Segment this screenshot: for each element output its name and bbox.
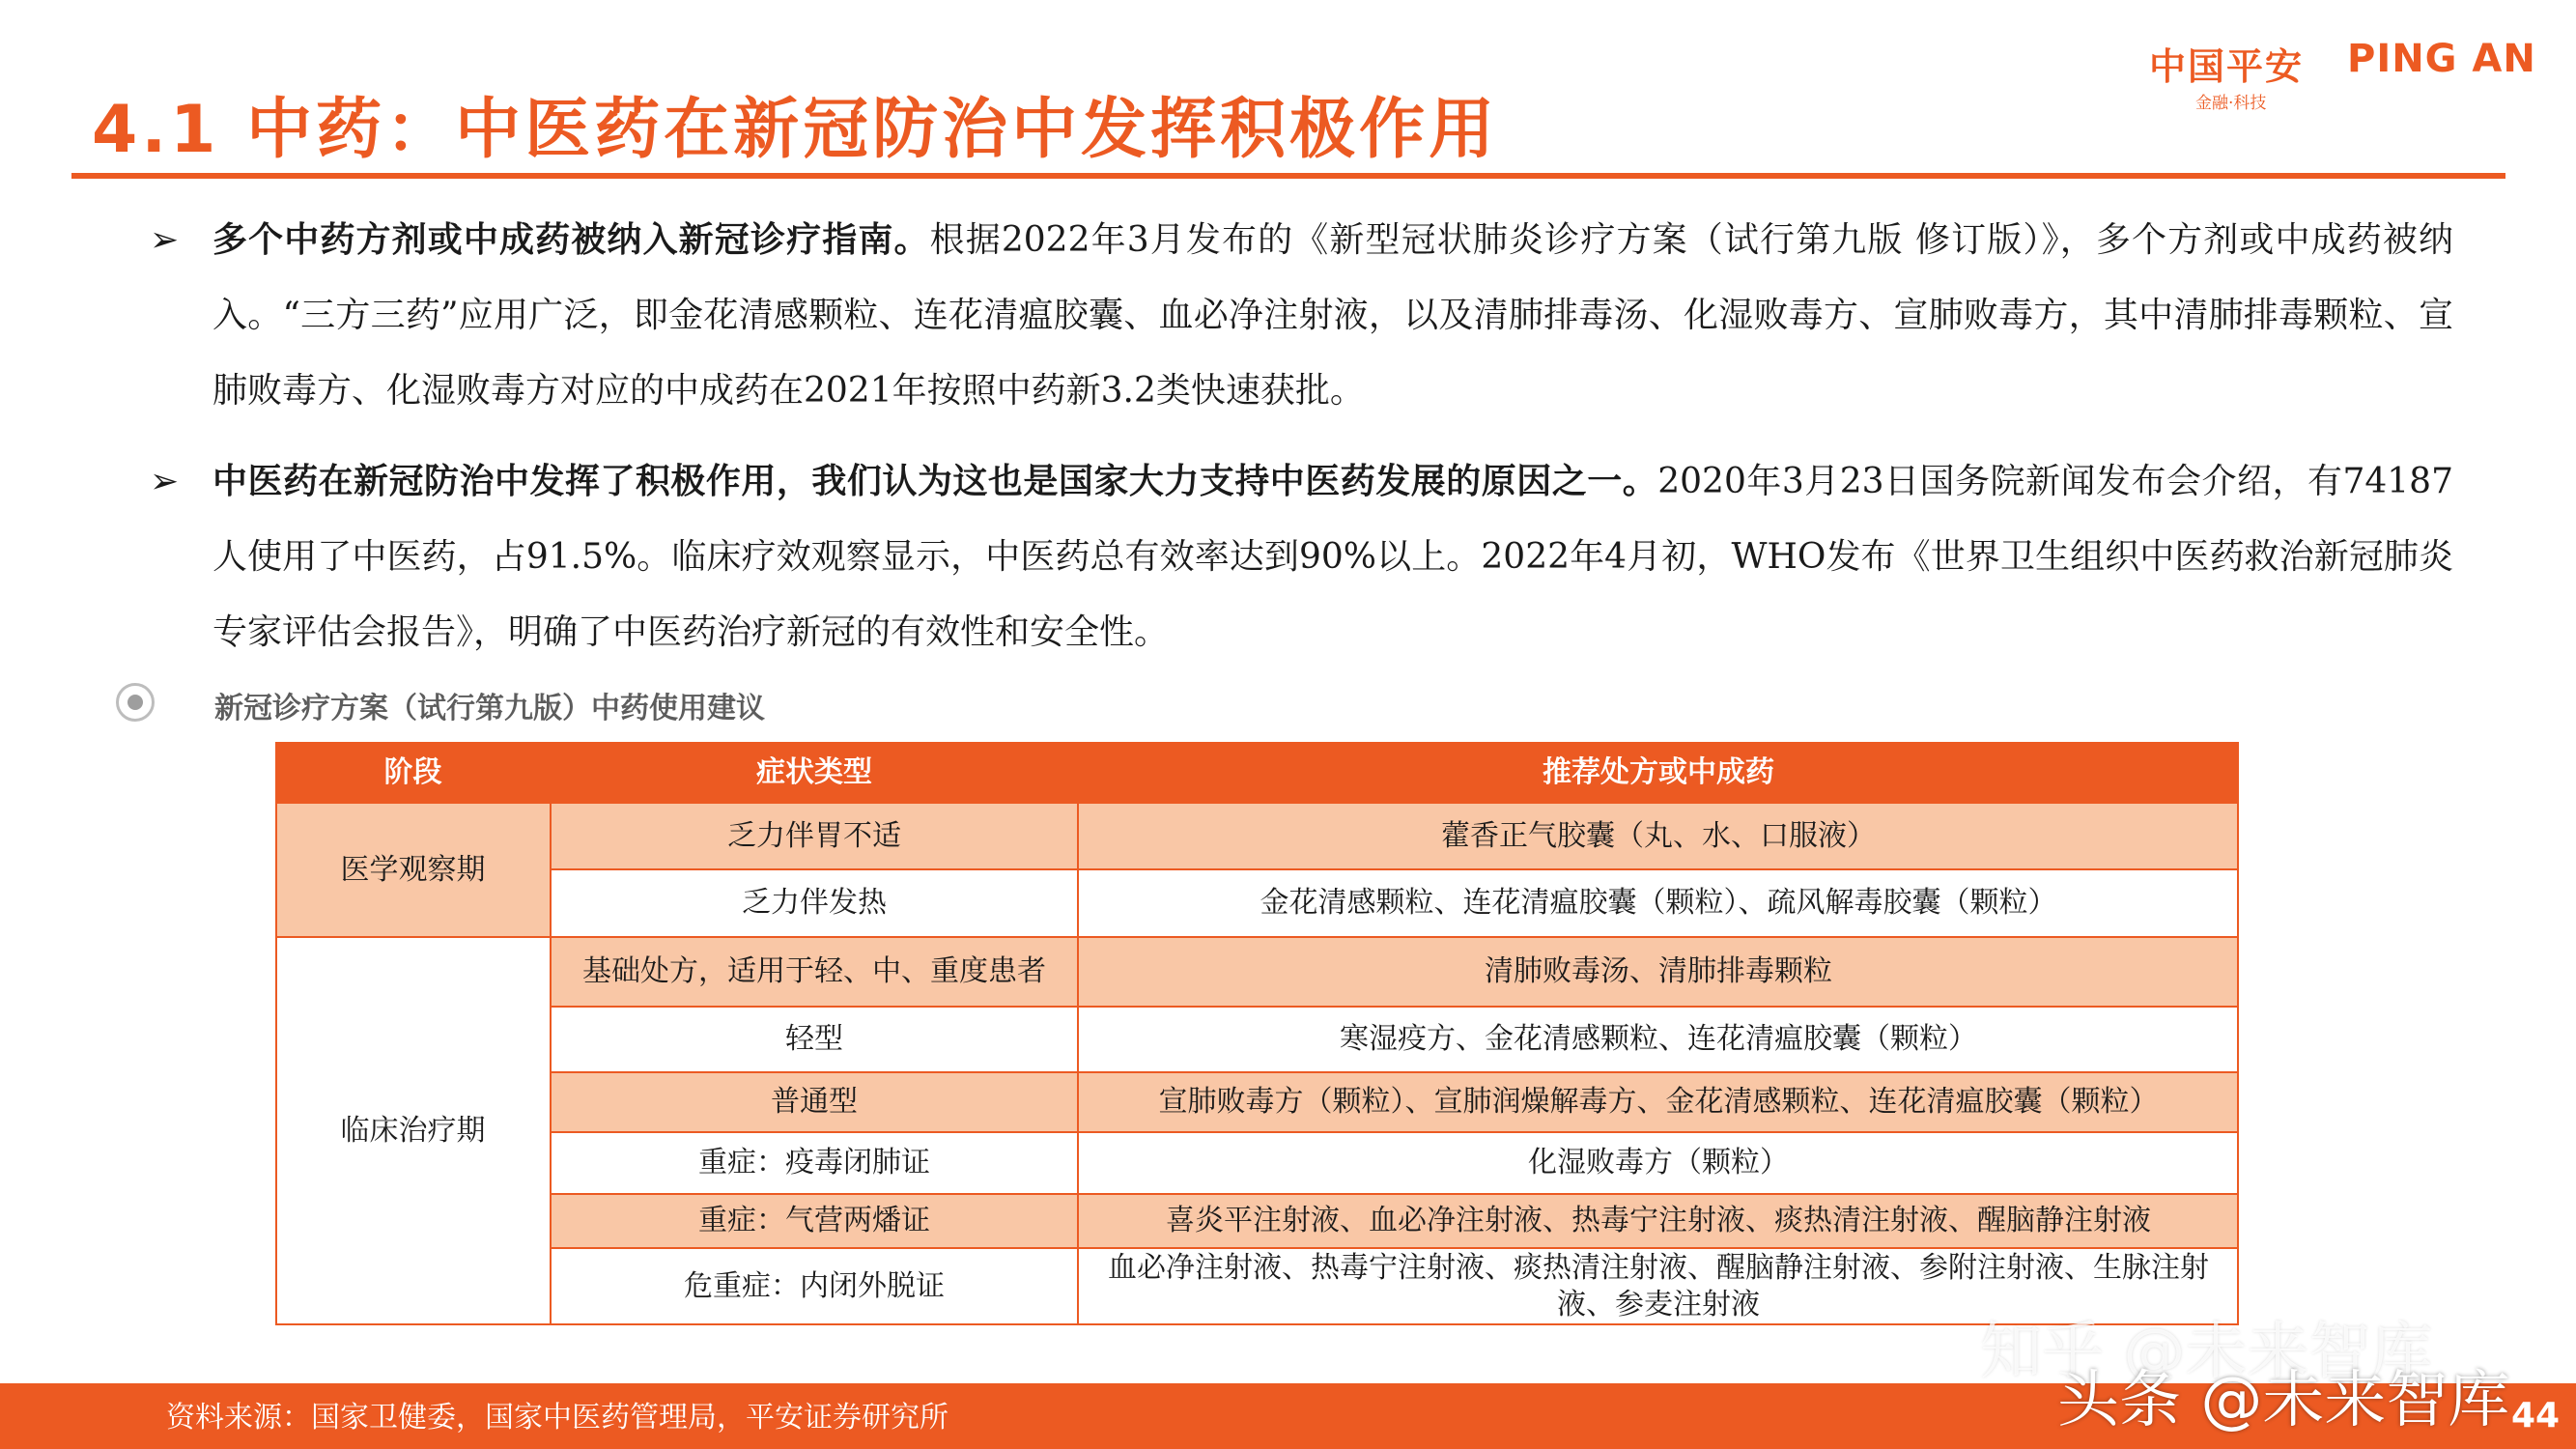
row-4-medicine: 寒湿疫方、金花清感颗粒、连花清瘟胶囊（颗粒） bbox=[1078, 1007, 2239, 1072]
row-line bbox=[275, 936, 2239, 938]
row-1-medicine: 藿香正气胶囊（丸、水、口服液） bbox=[1078, 804, 2239, 869]
header-stage: 阶段 bbox=[275, 742, 551, 804]
title-divider bbox=[71, 173, 2505, 179]
bullet-paragraph-2 bbox=[212, 444, 2453, 670]
row-8-symptom: 危重症：内闭外脱证 bbox=[551, 1248, 1078, 1325]
stage-observation: 医学观察期 bbox=[275, 804, 551, 937]
row-5-medicine: 宣肺败毒方（颗粒）、宣肺润燥解毒方、金花清感颗粒、连花清瘟胶囊（颗粒） bbox=[1078, 1072, 2239, 1132]
row-7-symptom: 重症：气营两燔证 bbox=[551, 1194, 1078, 1248]
row-line bbox=[551, 1006, 2239, 1008]
source-note: 资料来源：国家卫健委，国家中医药管理局，平安证券研究所 bbox=[166, 1401, 948, 1435]
watermark-toutiao: 头条 @未来智库 bbox=[2057, 1365, 2510, 1436]
bullet-1-text: 根据2022年3月发布的《新型冠状肺炎诊疗方案（试行第九版 修订版）》，多个方剂或中成药被纳入。“三方三药”应用广泛，即金花清感颗粒、连花清瘟胶囊、血必净注射液，以及清肺排毒汤、化湿败毒方、宣肺败毒方，其中清肺排毒颗粒、宣肺败毒方、化湿败毒方对应的中成药在2021年按照中药新3.2类快速获批。 bbox=[212, 220, 2453, 411]
bullet-1-lead: 多个中药方剂或中成药被纳入新冠诊疗指南。 bbox=[212, 220, 930, 260]
row-6-symptom: 重症：疫毒闭肺证 bbox=[551, 1132, 1078, 1194]
bullet-arrow-icon: ➢ bbox=[150, 220, 180, 260]
table-title: 新冠诊疗方案（试行第九版）中药使用建议 bbox=[214, 692, 765, 725]
row-2-medicine: 金花清感颗粒、连花清瘟胶囊（颗粒）、疏风解毒胶囊（颗粒） bbox=[1078, 869, 2239, 937]
row-5-symptom: 普通型 bbox=[551, 1072, 1078, 1132]
radio-bullet-icon bbox=[116, 683, 155, 722]
row-1-symptom: 乏力伴胃不适 bbox=[551, 804, 1078, 869]
bullet-arrow-icon: ➢ bbox=[150, 462, 180, 501]
row-line bbox=[551, 868, 2239, 870]
row-2-symptom: 乏力伴发热 bbox=[551, 869, 1078, 937]
row-8-medicine: 血必净注射液、热毒宁注射液、痰热清注射液、醒脑静注射液、参附注射液、生脉注射液、参麦注射液 bbox=[1078, 1248, 2239, 1325]
page-title: 4.1 中药：中医药在新冠防治中发挥积极作用 bbox=[92, 92, 1499, 168]
bullet-2-text: 2020年3月23日国务院新闻发布会介绍，有74187人使用了中医药，占91.5%。临床疗效观察显示，中医药总有效率达到90%以上。2022年4月初，WHO发布《世界卫生组织中医药救治新冠肺炎专家评估会报告》，明确了中医药治疗新冠的有效性和安全性。 bbox=[212, 462, 2453, 652]
bullet-paragraph-1 bbox=[212, 203, 2453, 429]
row-line bbox=[551, 1193, 2239, 1195]
header-medicine: 推荐处方或中成药 bbox=[1078, 742, 2239, 804]
table-border-bottom bbox=[275, 1323, 2239, 1325]
row-4-symptom: 轻型 bbox=[551, 1007, 1078, 1072]
row-line bbox=[551, 1247, 2239, 1249]
bullet-2-lead: 中医药在新冠防治中发挥了积极作用，我们认为这也是国家大力支持中医药发展的原因之一。 bbox=[212, 462, 1658, 501]
table-border-left bbox=[275, 804, 277, 1325]
row-line bbox=[551, 1131, 2239, 1133]
logo-en-text: PING AN bbox=[2347, 37, 2536, 81]
row-3-medicine: 清肺败毒汤、清肺排毒颗粒 bbox=[1078, 937, 2239, 1007]
row-6-medicine: 化湿败毒方（颗粒） bbox=[1078, 1132, 2239, 1194]
row-3-symptom: 基础处方，适用于轻、中、重度患者 bbox=[551, 937, 1078, 1007]
logo-tagline: 金融·科技 bbox=[2195, 94, 2267, 113]
pingan-logo bbox=[2149, 37, 2545, 114]
page-number: 44 bbox=[2511, 1396, 2561, 1435]
medicine-table bbox=[275, 742, 2239, 1325]
header-symptom: 症状类型 bbox=[551, 742, 1078, 804]
watermark-zhihu: 知乎 @未来智库 bbox=[1980, 1317, 2433, 1388]
row-7-medicine: 喜炎平注射液、血必净注射液、热毒宁注射液、痰热清注射液、醒脑静注射液 bbox=[1078, 1194, 2239, 1248]
logo-cn-text: 中国平安 bbox=[2149, 45, 2305, 88]
row-line bbox=[551, 1071, 2239, 1073]
stage-treatment: 临床治疗期 bbox=[275, 937, 551, 1325]
